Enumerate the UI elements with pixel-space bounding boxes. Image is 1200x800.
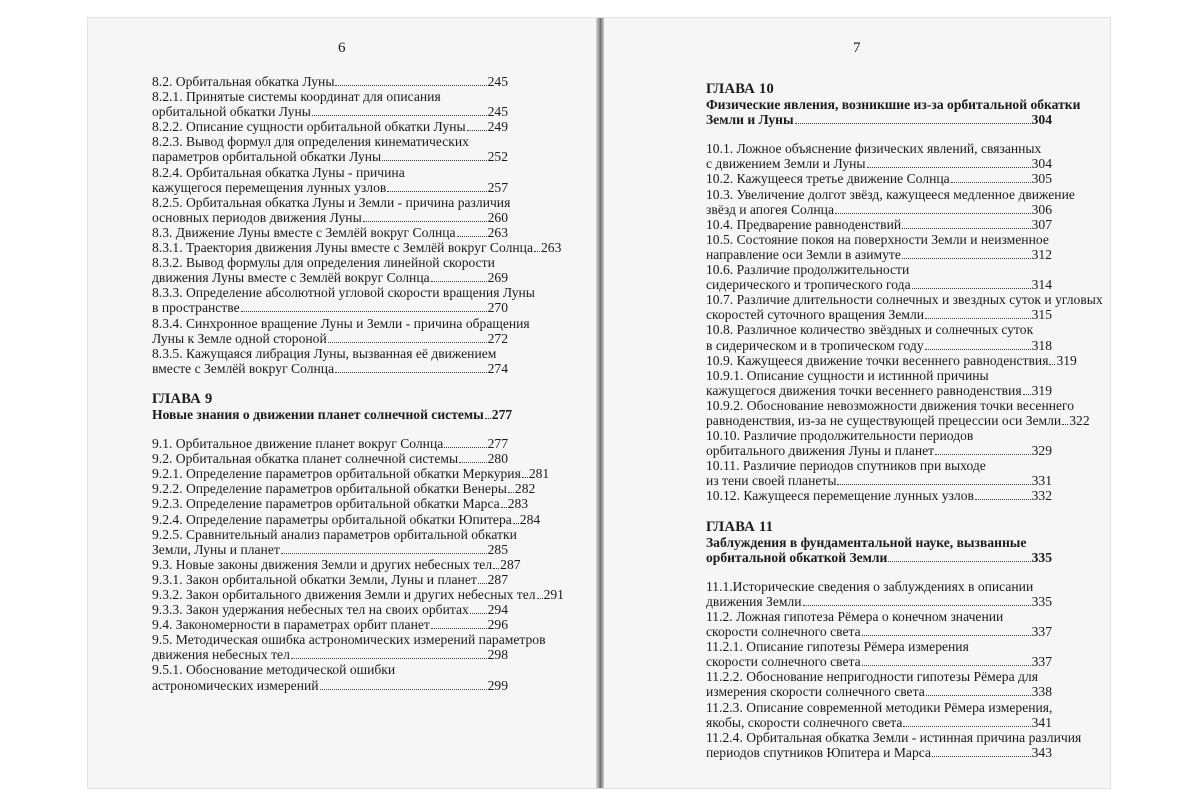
toc-entry xyxy=(706,292,1103,323)
toc-page-number: 269 xyxy=(487,270,508,286)
toc-entry-leader-line xyxy=(706,654,1052,669)
toc-page-number: 335 xyxy=(1031,593,1052,609)
toc-page-number: 294 xyxy=(487,602,508,618)
dot-leader xyxy=(320,679,487,690)
dot-leader xyxy=(926,686,1031,697)
toc-entry xyxy=(706,186,1075,217)
dot-leader xyxy=(382,151,486,162)
toc-entry-title: скорости солнечного света xyxy=(706,624,861,640)
chapter-number: ГЛАВА 9 xyxy=(152,390,213,407)
toc-page-number: 263 xyxy=(487,224,508,240)
toc-entry xyxy=(706,700,1052,730)
toc-entry-leader-line xyxy=(706,488,1052,503)
toc-entry xyxy=(152,526,517,557)
dot-leader xyxy=(387,181,486,192)
dot-leader xyxy=(241,302,487,313)
left-page xyxy=(88,18,596,788)
dot-leader xyxy=(925,339,1031,350)
toc-entry-line: 11.2.4. Орбитальная обкатка Земли - истинная причина различия xyxy=(706,729,1082,745)
toc-entry-title: 10.2. Кажущееся третье движение Солнца xyxy=(706,171,950,187)
chapter-heading xyxy=(706,520,1052,565)
toc-entry-line: 8.2.3. Вывод формул для определения кинематических xyxy=(152,134,469,150)
toc-entry-leader-line xyxy=(706,202,1052,217)
toc-entry-leader-line xyxy=(706,217,1052,232)
toc-entry xyxy=(152,165,508,195)
toc-entry-title: 8.2.2. Описание сущности орбитальной обкатки Луны xyxy=(152,119,466,135)
toc-entry-line: 9.2.5. Сравнительный анализ параметров орбитальной обкатки xyxy=(152,526,517,542)
dot-leader xyxy=(501,498,507,509)
toc-entry-line: 10.9.2. Обоснование невозможности движения точки весеннего xyxy=(706,397,1075,413)
page-number: 6 xyxy=(338,40,346,56)
dot-leader xyxy=(534,242,540,253)
dot-leader xyxy=(1023,384,1031,395)
toc-entry-leader-line xyxy=(706,307,1052,322)
toc-entry-leader-line xyxy=(706,473,1052,488)
toc-page-number: 277 xyxy=(487,436,508,452)
dot-leader xyxy=(485,408,491,419)
toc-entry-title: звёзд и апогея Солнца xyxy=(706,201,834,217)
toc-page-number: 331 xyxy=(1031,473,1052,489)
toc-entry xyxy=(152,89,508,119)
toc-page-number: 280 xyxy=(487,451,508,467)
dot-leader xyxy=(932,746,1031,757)
toc-page-number: 257 xyxy=(487,179,508,195)
dot-leader xyxy=(862,656,1031,667)
toc-page-number: 270 xyxy=(487,300,508,316)
toc-page-number: 285 xyxy=(487,541,508,557)
toc-entry-title: вместе с Землёй вокруг Солнца xyxy=(152,360,335,376)
toc-entry-leader-line xyxy=(152,511,541,527)
toc-entry-title: периодов спутников Юпитера и Марса xyxy=(706,744,931,760)
toc-page-number: 332 xyxy=(1031,488,1052,504)
toc-entry-line: 11.2.3. Описание современной методики Рёмера измерения, xyxy=(706,699,1053,715)
toc-entry-leader-line xyxy=(152,119,508,134)
toc-entry-title: с движением Земли и Луны xyxy=(706,156,866,172)
toc-entry-line: 8.3.5. Кажущаяся либрация Луны, вызванная её движением xyxy=(152,345,497,361)
toc-entry xyxy=(152,119,508,134)
toc-entry-title: астрономических измерений xyxy=(152,677,319,693)
toc-entry-line: 10.6. Различие продолжительности xyxy=(706,262,910,278)
toc-entry-title: в пространстве xyxy=(152,300,240,316)
toc-entry xyxy=(152,587,564,602)
book-gutter xyxy=(596,18,604,788)
toc-entry xyxy=(152,662,508,692)
toc-page-number: 296 xyxy=(487,617,508,633)
dot-leader xyxy=(837,475,1030,486)
toc-page-number: 287 xyxy=(500,556,521,572)
toc-entry-leader-line xyxy=(152,149,508,164)
dot-leader xyxy=(281,543,487,554)
toc-entry-title: в сидерическом и в тропическом году xyxy=(706,337,924,353)
dot-leader xyxy=(493,558,499,569)
toc-entry-title: якобы, скорости солнечного света xyxy=(706,714,903,730)
toc-entry xyxy=(152,255,508,285)
toc-entry-title: орбитальной обкатки Луны xyxy=(152,104,311,120)
toc-entry-leader-line xyxy=(152,104,508,119)
dot-leader xyxy=(537,588,543,599)
toc-page-number: 319 xyxy=(1031,382,1052,398)
toc-entry-line: 8.3.3. Определение абсолютной угловой скорости вращения Луны xyxy=(152,285,535,301)
toc-entry-leader-line xyxy=(152,678,508,693)
toc-page-number: 291 xyxy=(543,587,564,602)
toc-page-number: 245 xyxy=(487,74,508,89)
toc-entry-line: 10.3. Увеличение долгот звёзд, кажущееся медленное движение xyxy=(706,186,1075,202)
toc-entry-leader-line xyxy=(706,624,1052,639)
toc-entry-leader-line xyxy=(706,156,1052,171)
toc-entry-line: 10.1. Ложное объяснение физических явлений, связанных xyxy=(706,141,1042,157)
toc-entry-leader-line xyxy=(152,180,508,195)
toc-entry-title: основных периодов движения Луны xyxy=(152,209,362,225)
table-of-contents xyxy=(152,74,564,693)
toc-entry-title: кажущегося движения точки весеннего равноденствия xyxy=(706,382,1022,398)
toc-entry xyxy=(706,639,1052,669)
toc-page-number: 304 xyxy=(1031,156,1052,172)
toc-entry xyxy=(152,315,530,346)
toc-entry-line: 8.3.2. Вывод формулы для определения линейной скорости xyxy=(152,255,495,271)
dot-leader xyxy=(470,604,487,615)
toc-entry xyxy=(152,572,508,587)
toc-entry-title: 10.12. Кажущееся перемещение лунных узлов xyxy=(706,488,974,504)
toc-page-number: 245 xyxy=(487,104,508,120)
toc-page-number: 314 xyxy=(1031,277,1052,293)
toc-entry-title: 8.2. Орбитальная обкатка Луны xyxy=(152,74,335,89)
toc-entry-leader-line xyxy=(706,412,1090,428)
toc-entry xyxy=(706,262,1052,292)
toc-entry-leader-line xyxy=(152,210,508,225)
toc-page-number: 318 xyxy=(1031,337,1052,353)
toc-entry-line: 11.2. Ложная гипотеза Рёмера о конечном значении xyxy=(706,609,1004,624)
toc-entry-line: 8.2.1. Принятые системы координат для описания xyxy=(152,89,441,105)
toc-entry-leader-line xyxy=(706,715,1052,730)
toc-entry xyxy=(152,481,536,497)
toc-page-number: 252 xyxy=(487,149,508,165)
toc-entry-title: орбитального движения Луны и планет xyxy=(706,443,935,459)
toc-page-number: 298 xyxy=(487,647,508,663)
toc-entry xyxy=(152,134,508,164)
toc-entry-leader-line xyxy=(152,331,508,346)
toc-entry-leader-line xyxy=(706,338,1052,353)
toc-entry xyxy=(152,451,508,466)
toc-page-number: 260 xyxy=(487,209,508,225)
dot-leader xyxy=(459,453,486,464)
toc-entry-title: сидерического и тропического года xyxy=(706,277,911,293)
toc-entry-title: скоростей суточного вращения Земли xyxy=(706,307,925,323)
toc-entry-line: 10.7. Различие длительности солнечных и звездных суток и угловых xyxy=(706,292,1103,308)
toc-entry xyxy=(706,322,1052,352)
dot-leader xyxy=(935,445,1031,456)
toc-entry xyxy=(706,609,1052,639)
toc-entry-title: 9.4. Закономерности в параметрах орбит планет xyxy=(152,617,430,633)
toc-entry-leader-line xyxy=(152,74,508,89)
toc-entry-leader-line xyxy=(152,647,508,662)
toc-page-number: 307 xyxy=(1031,216,1052,232)
toc-entry-title: 9.1. Орбитальное движение планет вокруг Солнца xyxy=(152,436,444,452)
toc-entry-leader-line xyxy=(706,112,1052,127)
dot-leader xyxy=(335,75,486,86)
table-of-contents xyxy=(706,74,1103,760)
dot-leader xyxy=(902,218,1030,229)
toc-entry-title: 9.2.1. Определение параметров орбитальной обкатки Меркурия xyxy=(152,466,521,482)
toc-entry-leader-line xyxy=(706,684,1052,699)
toc-page-number: 263 xyxy=(540,240,562,256)
toc-entry-line: Физические явления, возникшие из-за орбитальной обкатки xyxy=(706,97,1081,113)
dot-leader xyxy=(903,716,1030,727)
dot-leader xyxy=(1049,354,1055,365)
toc-page-number: 306 xyxy=(1031,201,1052,217)
dot-leader xyxy=(457,226,487,237)
toc-entry-title: движения Луны вместе с Землёй вокруг Солнца xyxy=(152,270,430,286)
toc-entry-title: 9.2.3. Определение параметров орбитальной обкатки Марса xyxy=(152,496,500,512)
toc-entry-leader-line xyxy=(152,361,508,376)
toc-entry-title: 8.3. Движение Луны вместе с Землёй вокруг Солнца xyxy=(152,224,456,240)
toc-page-number: 274 xyxy=(487,360,508,376)
toc-entry-leader-line xyxy=(152,406,513,422)
toc-entry xyxy=(706,141,1052,171)
toc-entry xyxy=(152,436,508,451)
toc-page-number: 337 xyxy=(1031,654,1052,670)
toc-page-number: 277 xyxy=(491,406,513,422)
dot-leader xyxy=(431,619,487,630)
chapter-heading xyxy=(706,81,1081,128)
toc-entry xyxy=(152,617,508,632)
toc-entry-leader-line xyxy=(152,587,564,602)
toc-page-number: 304 xyxy=(1031,112,1052,128)
toc-entry xyxy=(152,225,508,240)
dot-leader xyxy=(795,114,1031,125)
toc-entry xyxy=(706,232,1052,262)
toc-entry-leader-line xyxy=(706,550,1052,565)
toc-entry-title: 9.2. Орбитальная обкатка планет солнечной системы xyxy=(152,451,459,467)
toc-page-number: 281 xyxy=(528,466,550,482)
toc-page-number: 305 xyxy=(1031,171,1052,187)
dot-leader xyxy=(975,490,1031,501)
toc-entry-leader-line xyxy=(152,436,508,451)
page-number: 7 xyxy=(853,40,861,56)
toc-page-number: 343 xyxy=(1031,744,1052,760)
toc-entry-line: 8.2.4. Орбитальная обкатка Луны - причина xyxy=(152,164,405,180)
dot-leader xyxy=(363,211,487,222)
toc-entry-leader-line xyxy=(706,171,1052,186)
toc-entry-leader-line xyxy=(152,451,508,466)
toc-entry xyxy=(152,496,529,512)
dot-leader xyxy=(951,173,1031,184)
dot-leader xyxy=(478,573,487,584)
dot-leader xyxy=(431,272,487,283)
toc-page-number: 249 xyxy=(487,119,508,135)
right-page xyxy=(604,18,1110,788)
toc-entry-line: 10.8. Различное количество звёздных и солнечных суток xyxy=(706,322,1034,338)
toc-entry-leader-line xyxy=(152,556,521,572)
toc-entry-title: равноденствия, из-за не существующей прецессии оси Земли xyxy=(706,412,1062,428)
toc-entry xyxy=(152,285,535,316)
toc-entry-leader-line xyxy=(706,443,1052,458)
toc-page-number: 315 xyxy=(1031,307,1052,323)
toc-entry-title: 9.3.2. Закон орбитального движения Земли и других небесных тел xyxy=(152,587,536,602)
dot-leader xyxy=(902,248,1031,259)
toc-entry-line: 8.2.5. Орбитальная обкатка Луны и Земли - причина различия xyxy=(152,194,511,210)
toc-page-number: 319 xyxy=(1056,352,1077,368)
dot-leader xyxy=(867,158,1031,169)
toc-entry xyxy=(706,397,1090,428)
toc-entry xyxy=(706,579,1052,609)
toc-entry-leader-line xyxy=(706,352,1077,368)
dot-leader xyxy=(1062,414,1068,425)
toc-entry-line: 9.5. Методическая ошибка астрономических измерений параметров xyxy=(152,632,546,648)
chapter-heading xyxy=(152,390,513,422)
toc-entry xyxy=(152,194,511,225)
dot-leader xyxy=(912,279,1031,290)
toc-page-number: 335 xyxy=(1031,549,1052,565)
toc-entry-leader-line xyxy=(706,383,1052,398)
toc-entry xyxy=(152,240,562,256)
toc-entry-line: 10.5. Состояние покоя на поверхности Земли и неизменное xyxy=(706,231,1049,247)
toc-entry-title: скорости солнечного света xyxy=(706,654,861,670)
toc-entry-title: 9.3. Новые законы движения Земли и других небесных тел xyxy=(152,556,493,572)
toc-entry-title: параметров орбитальной обкатки Луны xyxy=(152,149,382,165)
dot-leader xyxy=(803,595,1031,606)
toc-entry-title: 10.4. Предварение равноденствий xyxy=(706,216,902,232)
dot-leader xyxy=(888,551,1030,562)
toc-entry-leader-line xyxy=(152,225,508,240)
toc-entry-leader-line xyxy=(706,745,1052,760)
toc-entry xyxy=(706,488,1052,503)
toc-page-number: 337 xyxy=(1031,624,1052,640)
toc-entry-leader-line xyxy=(152,240,562,256)
toc-entry-leader-line xyxy=(152,466,550,482)
toc-entry-title: Новые знания о движении планет солнечной системы xyxy=(152,406,484,422)
toc-entry xyxy=(152,466,550,482)
toc-entry-line: 10.9.1. Описание сущности и истинной причины xyxy=(706,367,989,383)
toc-entry-leader-line xyxy=(152,270,508,285)
toc-entry xyxy=(152,511,541,527)
toc-page-number: 282 xyxy=(514,481,536,497)
toc-entry-leader-line xyxy=(152,481,536,497)
toc-entry-title: кажущегося перемещения лунных узлов xyxy=(152,179,387,195)
toc-entry xyxy=(706,368,1052,398)
toc-entry xyxy=(706,171,1052,186)
toc-entry-line: 11.2.2. Обоснование непригодности гипотезы Рёмера для xyxy=(706,669,1038,685)
toc-entry xyxy=(706,352,1077,368)
dot-leader xyxy=(335,362,487,373)
toc-entry-leader-line xyxy=(152,572,508,587)
toc-entry-leader-line xyxy=(152,542,508,557)
toc-entry xyxy=(706,428,1052,458)
chapter-number: ГЛАВА 10 xyxy=(706,81,775,97)
dot-leader xyxy=(312,106,487,117)
dot-leader xyxy=(862,626,1031,637)
toc-entry-title: Земли и Луны xyxy=(706,112,794,128)
toc-entry xyxy=(706,217,1052,232)
toc-entry-line: 9.5.1. Обоснование методической ошибки xyxy=(152,662,396,678)
toc-entry-title: движения Земли xyxy=(706,593,802,609)
toc-entry-title: 9.3.1. Закон орбитальной обкатки Земли, Луны и планет xyxy=(152,571,477,587)
toc-entry xyxy=(152,346,508,376)
toc-page-number: 284 xyxy=(519,511,541,527)
toc-entry-leader-line xyxy=(152,602,508,617)
dot-leader xyxy=(328,332,487,343)
dot-leader xyxy=(513,513,519,524)
toc-entry-title: 10.9. Кажущееся движение точки весеннего равноденствия xyxy=(706,352,1049,368)
toc-entry-line: Заблуждения в фундаментальной науке, вызванные xyxy=(706,534,1027,550)
dot-leader xyxy=(508,483,514,494)
toc-entry-leader-line xyxy=(706,594,1052,609)
toc-entry-title: движения небесных тел xyxy=(152,647,290,663)
chapter-number: ГЛАВА 11 xyxy=(706,518,774,535)
toc-page-number: 299 xyxy=(487,677,508,693)
toc-page-number: 312 xyxy=(1031,246,1052,262)
toc-entry xyxy=(152,74,508,89)
toc-page-number: 287 xyxy=(487,571,508,587)
toc-entry-line: 10.11. Различие периодов спутников при выходе xyxy=(706,458,986,474)
toc-entry-title: измерения скорости солнечного света xyxy=(706,684,925,700)
dot-leader xyxy=(522,468,528,479)
toc-entry-leader-line xyxy=(152,496,529,512)
toc-entry-line: 10.10. Различие продолжительности периодов xyxy=(706,428,974,444)
toc-page-number: 283 xyxy=(507,496,529,512)
toc-entry xyxy=(152,602,508,617)
book-spread xyxy=(88,18,1110,788)
toc-entry-title: Земли, Луны и планет xyxy=(152,541,280,557)
toc-entry xyxy=(152,556,521,572)
toc-entry-leader-line xyxy=(706,277,1052,292)
toc-entry-title: 9.3.3. Закон удержания небесных тел на своих орбитах xyxy=(152,602,469,618)
toc-entry xyxy=(706,458,1052,488)
toc-page-number: 272 xyxy=(487,330,508,346)
toc-entry-title: 8.3.1. Траектория движения Луны вместе с Землёй вокруг Солнца xyxy=(152,240,533,256)
toc-entry xyxy=(706,669,1052,699)
dot-leader xyxy=(835,203,1031,214)
toc-entry-title: из тени своей планеты xyxy=(706,473,837,489)
toc-entry-title: Луны к Земле одной стороной xyxy=(152,330,327,346)
toc-page-number: 338 xyxy=(1031,684,1052,700)
toc-page-number: 329 xyxy=(1031,443,1052,459)
toc-entry xyxy=(706,729,1082,760)
toc-page-number: 322 xyxy=(1069,412,1090,428)
toc-entry-leader-line xyxy=(706,247,1052,262)
toc-entry-title: направление оси Земли в азимуте xyxy=(706,246,901,262)
dot-leader xyxy=(291,649,487,660)
dot-leader xyxy=(467,121,487,132)
toc-entry-title: 9.2.4. Определение параметры орбитальной обкатки Юпитера xyxy=(152,511,512,527)
toc-entry-title: орбитальной обкаткой Земли xyxy=(706,549,888,565)
dot-leader xyxy=(925,309,1031,320)
toc-entry-line: 8.3.4. Синхронное вращение Луны и Земли - причина обращения xyxy=(152,315,530,331)
toc-entry xyxy=(152,632,546,663)
toc-entry-leader-line xyxy=(152,300,508,315)
toc-page-number: 341 xyxy=(1031,714,1052,730)
toc-entry-title: 9.2.2. Определение параметров орбитальной обкатки Венеры xyxy=(152,481,507,497)
toc-entry-leader-line xyxy=(152,617,508,632)
toc-entry-line: 11.1.Исторические сведения о заблуждениях в описании xyxy=(706,578,1034,594)
toc-entry-line: 11.2.1. Описание гипотезы Рёмера измерения xyxy=(706,639,969,655)
dot-leader xyxy=(444,438,486,449)
